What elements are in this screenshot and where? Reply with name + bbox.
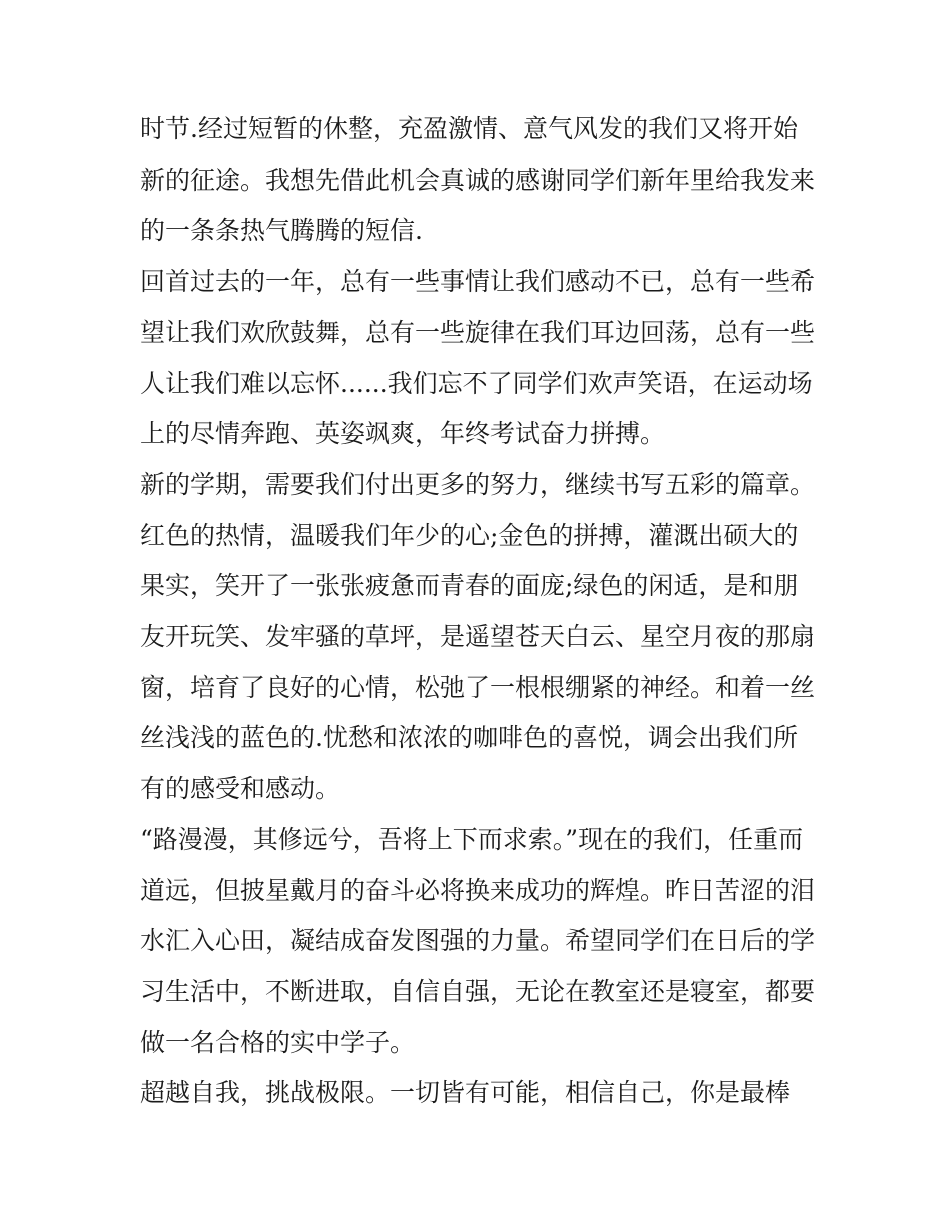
text-line: 上的尽情奔跑、英姿飒爽，年终考试奋力拼搏。 [140,419,666,448]
text-line: 新的学期，需要我们付出更多的努力，继续书写五彩的篇章。 [140,470,816,499]
text-line: 丝浅浅的蓝色的.忧愁和浓浓的咖啡色的喜悦，调会出我们所 [140,723,798,752]
text-line: 人让我们难以忘怀......我们忘不了同学们欢声笑语，在运动场 [140,369,813,398]
text-line: 做一名合格的实中学子。 [140,1028,416,1057]
text-line: 有的感受和感动。 [140,774,341,803]
text-line: 新的征途。我想先借此机会真诚的感谢同学们新年里给我发来 [140,166,816,195]
text-line: 习生活中，不断进取，自信自强，无论在教室还是寝室，都要 [140,977,816,1006]
text-line: 的一条条热气腾腾的短信. [140,216,423,245]
text-line: 超越自我，挑战极限。一切皆有可能，相信自己，你是最棒 [140,1078,791,1107]
text-line: 望让我们欢欣鼓舞，总有一些旋律在我们耳边回荡，总有一些 [140,318,816,347]
text-line: 时节.经过短暂的休整，充盈激情、意气风发的我们又将开始 [140,114,798,143]
text-line: 回首过去的一年，总有一些事情让我们感动不已，总有一些希 [140,267,816,296]
text-line: 道远，但披星戴月的奋斗必将换来成功的辉煌。昨日苦涩的泪 [140,876,816,905]
text-line: 红色的热情，温暖我们年少的心;金色的拼搏，灌溉出硕大的 [140,521,799,550]
text-line: 果实，笑开了一张张疲惫而青春的面庞;绿色的闲适，是和朋 [140,571,799,600]
text-line: “路漫漫，其修远兮，吾将上下而求索。”现在的我们，任重而 [140,825,804,854]
text-line: 友开玩笑、发牢骚的草坪，是遥望苍天白云、星空月夜的那扇 [140,622,816,651]
text-line: 窗，培育了良好的心情，松弛了一根根绷紧的神经。和着一丝 [140,673,816,702]
text-line: 水汇入心田，凝结成奋发图强的力量。希望同学们在日后的学 [140,926,816,955]
